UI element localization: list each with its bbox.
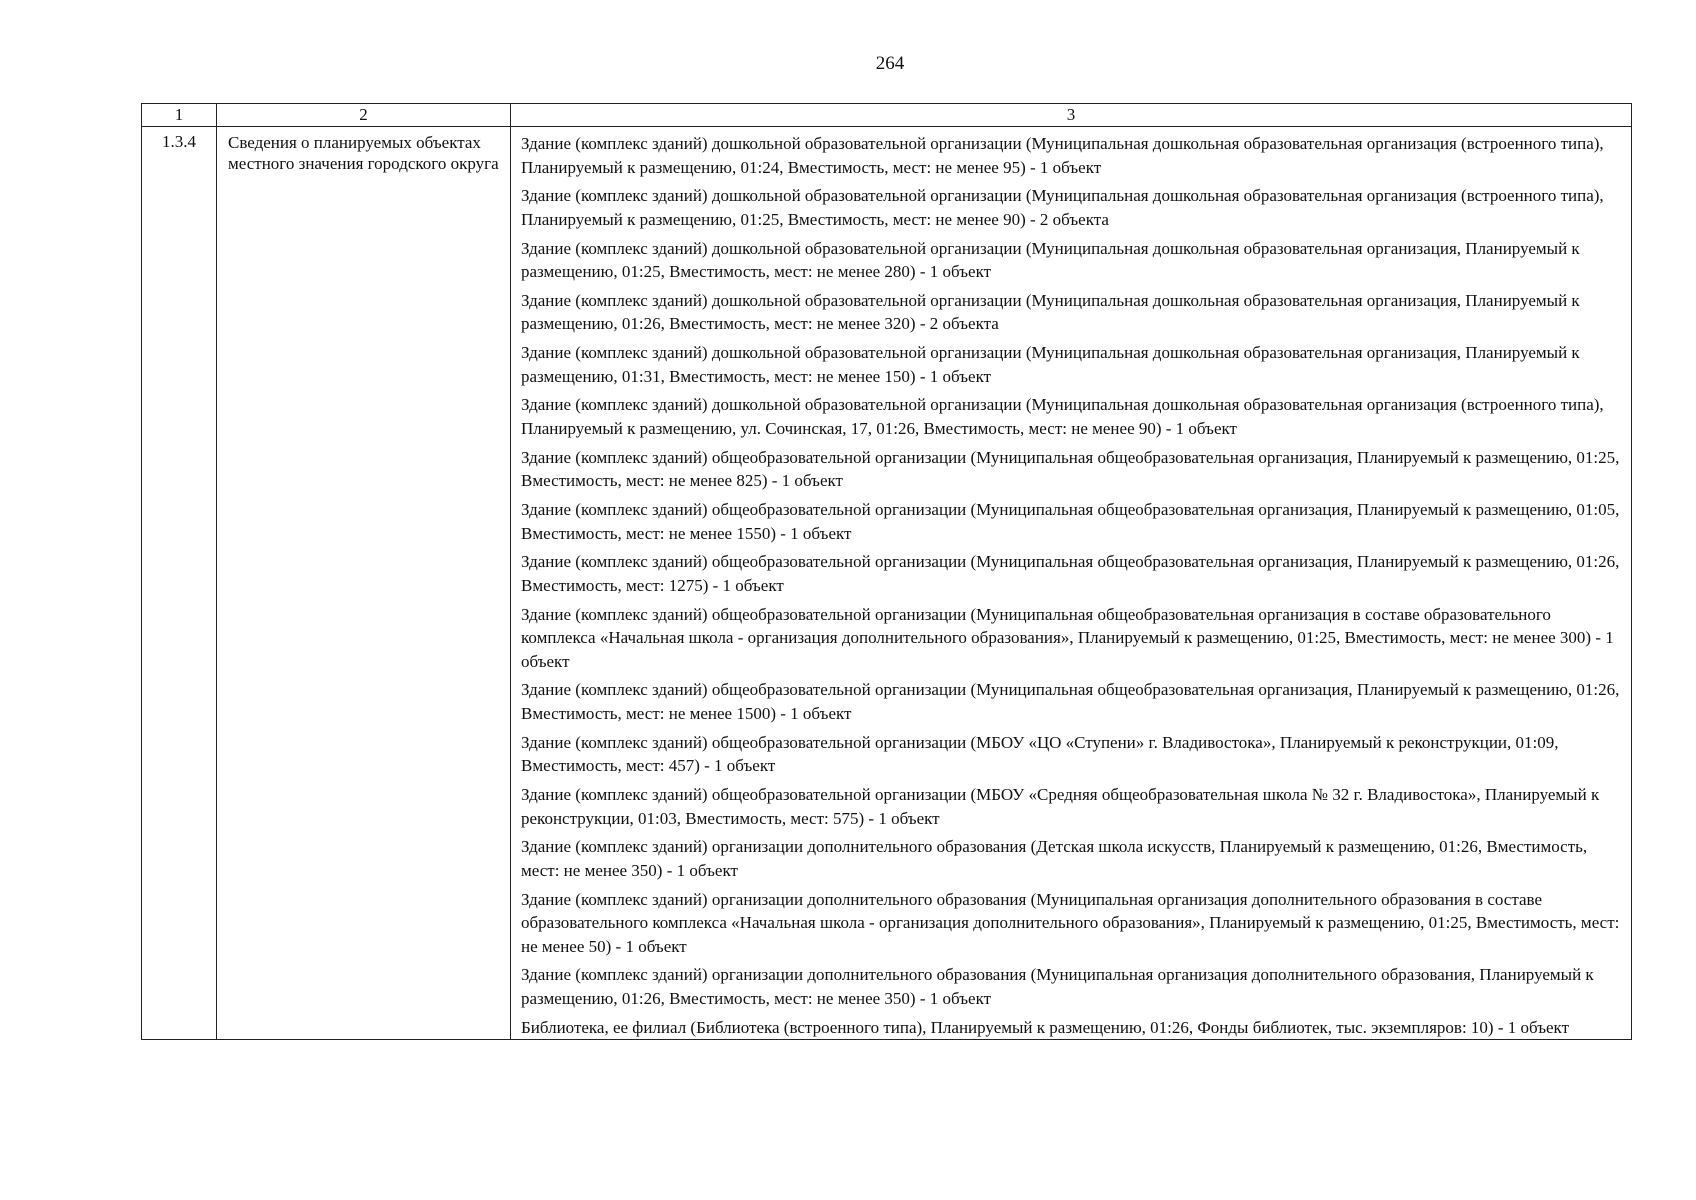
object-item: Библиотека, ее филиал (Библиотека (встроенного типа), Планируемый к размещению, 01:26, Фонды библиотек, тыс. экземпляров: 10) - 1 объект (521, 1017, 1570, 1037)
document-table-container (141, 103, 1631, 1040)
header-col-2: 2 (217, 104, 511, 127)
header-col-3: 3 (511, 104, 1632, 127)
header-row (142, 104, 1632, 127)
object-item: Здание (комплекс зданий) общеобразовательной организации (Муниципальная общеобразовательная организация, Планируемый к размещению, 01:26, Вместимость, мест: 1275) - 1 объект (521, 552, 1620, 595)
row-items-cell (511, 127, 1632, 1040)
object-item: Здание (комплекс зданий) дошкольной образовательной организации (Муниципальная дошкольная образовательная организация (встроенного типа), Планируемый к размещению, ул. Сочинская, 17, 01:26, Вместимость, мест: не менее 90) - 1 объект (521, 395, 1604, 438)
object-item: Здание (комплекс зданий) общеобразовательной организации (Муниципальная общеобразовательная организация, Планируемый к размещению, 01:05, Вместимость, мест: не менее 1550) - 1 объект (521, 500, 1620, 543)
object-item: Здание (комплекс зданий) общеобразовательной организации (Муниципальная общеобразовательная организация, Планируемый к размещению, 01:26, Вместимость, мест: не менее 1500) - 1 объект (521, 680, 1620, 723)
object-item: Здание (комплекс зданий) организации дополнительного образования (Муниципальная организация дополнительного образования, Планируемый к размещению, 01:26, Вместимость, мест: не менее 350) - 1 объект (521, 965, 1594, 1008)
object-item: Здание (комплекс зданий) дошкольной образовательной организации (Муниципальная дошкольная образовательная организация, Планируемый к размещению, 01:31, Вместимость, мест: не менее 150) - 1 объект (521, 343, 1580, 386)
table-row (142, 127, 1632, 1040)
planned-objects-table (141, 103, 1632, 1040)
object-item: Здание (комплекс зданий) общеобразовательной организации (МБОУ «Средняя общеобразовательная школа № 32 г. Владивостока», Планируемый к реконструкции, 01:03, Вместимость, мест: 575) - 1 объект (521, 785, 1600, 828)
table-body (142, 127, 1632, 1040)
row-number: 1.3.4 (142, 127, 217, 1040)
table-header (142, 104, 1632, 127)
header-col-1: 1 (142, 104, 217, 127)
object-item: Здание (комплекс зданий) общеобразовательной организации (Муниципальная общеобразовательная организация в составе образовательного комплекса «Начальная школа - организация дополнительного образования», Планируемый к размещению, 01:25, Вместимость, мест: не менее 300) - 1 объект (521, 604, 1614, 671)
object-item: Здание (комплекс зданий) организации дополнительного образования (Муниципальная организация дополнительного образования в составе образовательного комплекса «Начальная школа - организация дополнительного образования», Планируемый к размещению, 01:25, Вместимость, мест: не менее 50) - 1 объект (521, 889, 1620, 956)
object-item: Здание (комплекс зданий) дошкольной образовательной организации (Муниципальная дошкольная образовательная организация, Планируемый к размещению, 01:25, Вместимость, мест: не менее 280) - 1 объект (521, 238, 1580, 282)
object-item: Здание (комплекс зданий) организации дополнительного образования (Детская школа искусств, Планируемый к размещению, 01:26, Вместимость, мест: не менее 350) - 1 объект (521, 837, 1588, 880)
object-item: Здание (комплекс зданий) дошкольной образовательной организации (Муниципальная дошкольная образовательная организация, Планируемый к размещению, 01:26, Вместимость, мест: не менее 320) - 2 объекта (521, 290, 1580, 334)
object-item: Здание (комплекс зданий) дошкольной образовательной организации (Муниципальная дошкольная образовательная организация (встроенного типа), Планируемый к размещению, 01:24, Вместимость, мест: не менее 95) - 1 объект (521, 134, 1604, 177)
row-description: Сведения о планируемых объектах местного значения городского округа (217, 127, 511, 1040)
page-number: 264 (875, 53, 905, 74)
object-item: Здание (комплекс зданий) общеобразовательной организации (Муниципальная общеобразовательная организация, Планируемый к размещению, 01:25, Вместимость, мест: не менее 825) - 1 объект (521, 447, 1620, 491)
object-item: Здание (комплекс зданий) общеобразовательной организации (МБОУ «ЦО «Ступени» г. Владивостока», Планируемый к реконструкции, 01:09, Вместимость, мест: 457) - 1 объект (521, 732, 1559, 776)
object-item: Здание (комплекс зданий) дошкольной образовательной организации (Муниципальная дошкольная образовательная организация (встроенного типа), Планируемый к размещению, 01:25, Вместимость, мест: не менее 90) - 2 объекта (521, 186, 1604, 229)
